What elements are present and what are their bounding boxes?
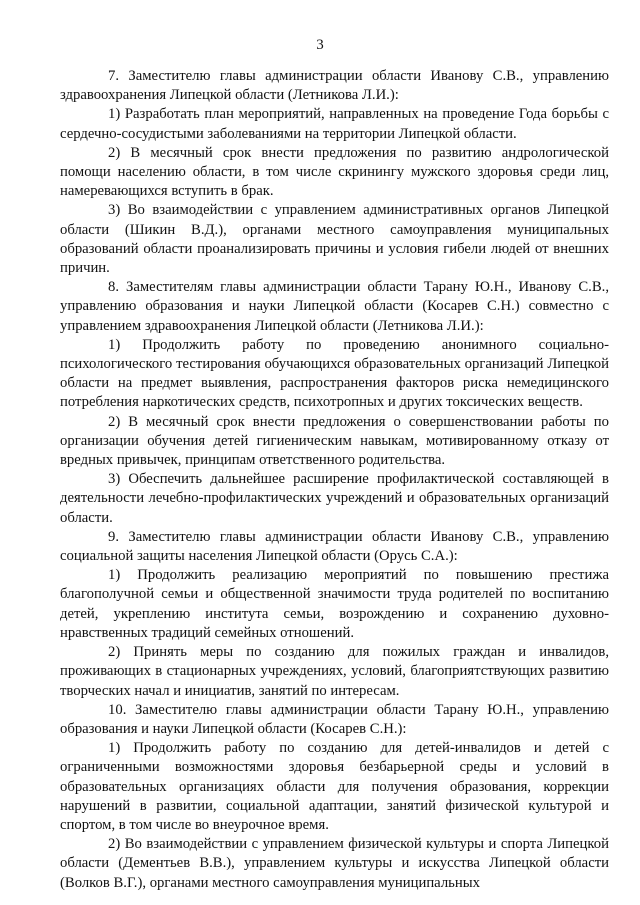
paragraph-subitem-7-1: 1) Разработать план мероприятий, направленных на проведение Года борьбы с сердечно-сосудистыми заболеваниями на территории Липецкой области. xyxy=(60,106,609,142)
paragraph-subitem-9-2: 2) Принять меры по созданию для пожилых граждан и инвалидов, проживающих в стационарных учреждениях, условий, благоприятствующих развитию творческих начал и инициатив, занятий по интересам. xyxy=(60,644,609,699)
paragraph-item-10: 10. Заместителю главы администрации области Тарану Ю.Н., управлению образования и науки Липецкой области (Косарев С.Н.): xyxy=(60,701,609,737)
paragraph-subitem-9-1: 1) Продолжить реализацию мероприятий по повышению престижа благополучной семьи и общественной значимости труда родителей по воспитанию детей, укреплению института семьи, возрождению и сохранению духовно-нравственных традиций семейных отношений. xyxy=(60,567,609,641)
paragraph-item-8: 8. Заместителям главы администрации области Тарану Ю.Н., Иванову С.В., управлению образования и науки Липецкой области (Косарев С.Н.) совместно с управлением здравоохранения Липецкой области (Летникова Л.И.): xyxy=(60,279,609,334)
paragraph-subitem-7-3: 3) Во взаимодействии с управлением административных органов Липецкой области (Шикин В.Д.), органами местного самоуправления муниципальных образований области проанализировать причины и условия гибели людей от внешних причин. xyxy=(60,202,609,277)
paragraph-subitem-10-2: 2) Во взаимодействии с управлением физической культуры и спорта Липецкой области (Дементьев В.В.), управлением культуры и искусства Липецкой области (Волков В.Г.), органами местного самоуправления муниципальных xyxy=(60,836,609,891)
paragraph-item-7: 7. Заместителю главы администрации области Иванову С.В., управлению здравоохранения Липецкой области (Летникова Л.И.): xyxy=(60,68,609,104)
paragraph-subitem-10-1: 1) Продолжить работу по созданию для детей-инвалидов и детей с ограниченными возможностями здоровья безбарьерной среды и условий в образовательных организациях области для получения образования, коррекции нарушений в развитии, социальной адаптации, занятий физической культурой и спортом, в том числе во внеурочное время. xyxy=(60,740,609,833)
paragraph-subitem-8-3: 3) Обеспечить дальнейшее расширение профилактической составляющей в деятельности лечебно-профилактических учреждений и образовательных организаций области. xyxy=(60,471,609,526)
document-body xyxy=(60,67,609,893)
paragraph-subitem-7-2: 2) В месячный срок внести предложения по развитию андрологической помощи населению области, в том числе скринингу мужского здоровья среди лиц, намеревающихся вступить в брак. xyxy=(60,144,609,200)
paragraph-item-9: 9. Заместителю главы администрации области Иванову С.В., управлению социальной защиты населения Липецкой области (Орусь С.А.): xyxy=(60,528,609,565)
paragraph-subitem-8-1: 1) Продолжить работу по проведению анонимного социально-психологического тестирования обучающихся образовательных организаций Липецкой области на предмет выявления, распространения факторов риска немедицинского потребления наркотических средств, психотропных и других токсических веществ. xyxy=(60,336,609,411)
page-number: 3 xyxy=(316,37,324,53)
paragraph-subitem-8-2: 2) В месячный срок внести предложения о совершенствовании работы по организации обучения детей гигиеническим навыкам, мотивированному отказу от вредных привычек, принципам ответственного родительства. xyxy=(60,413,609,469)
